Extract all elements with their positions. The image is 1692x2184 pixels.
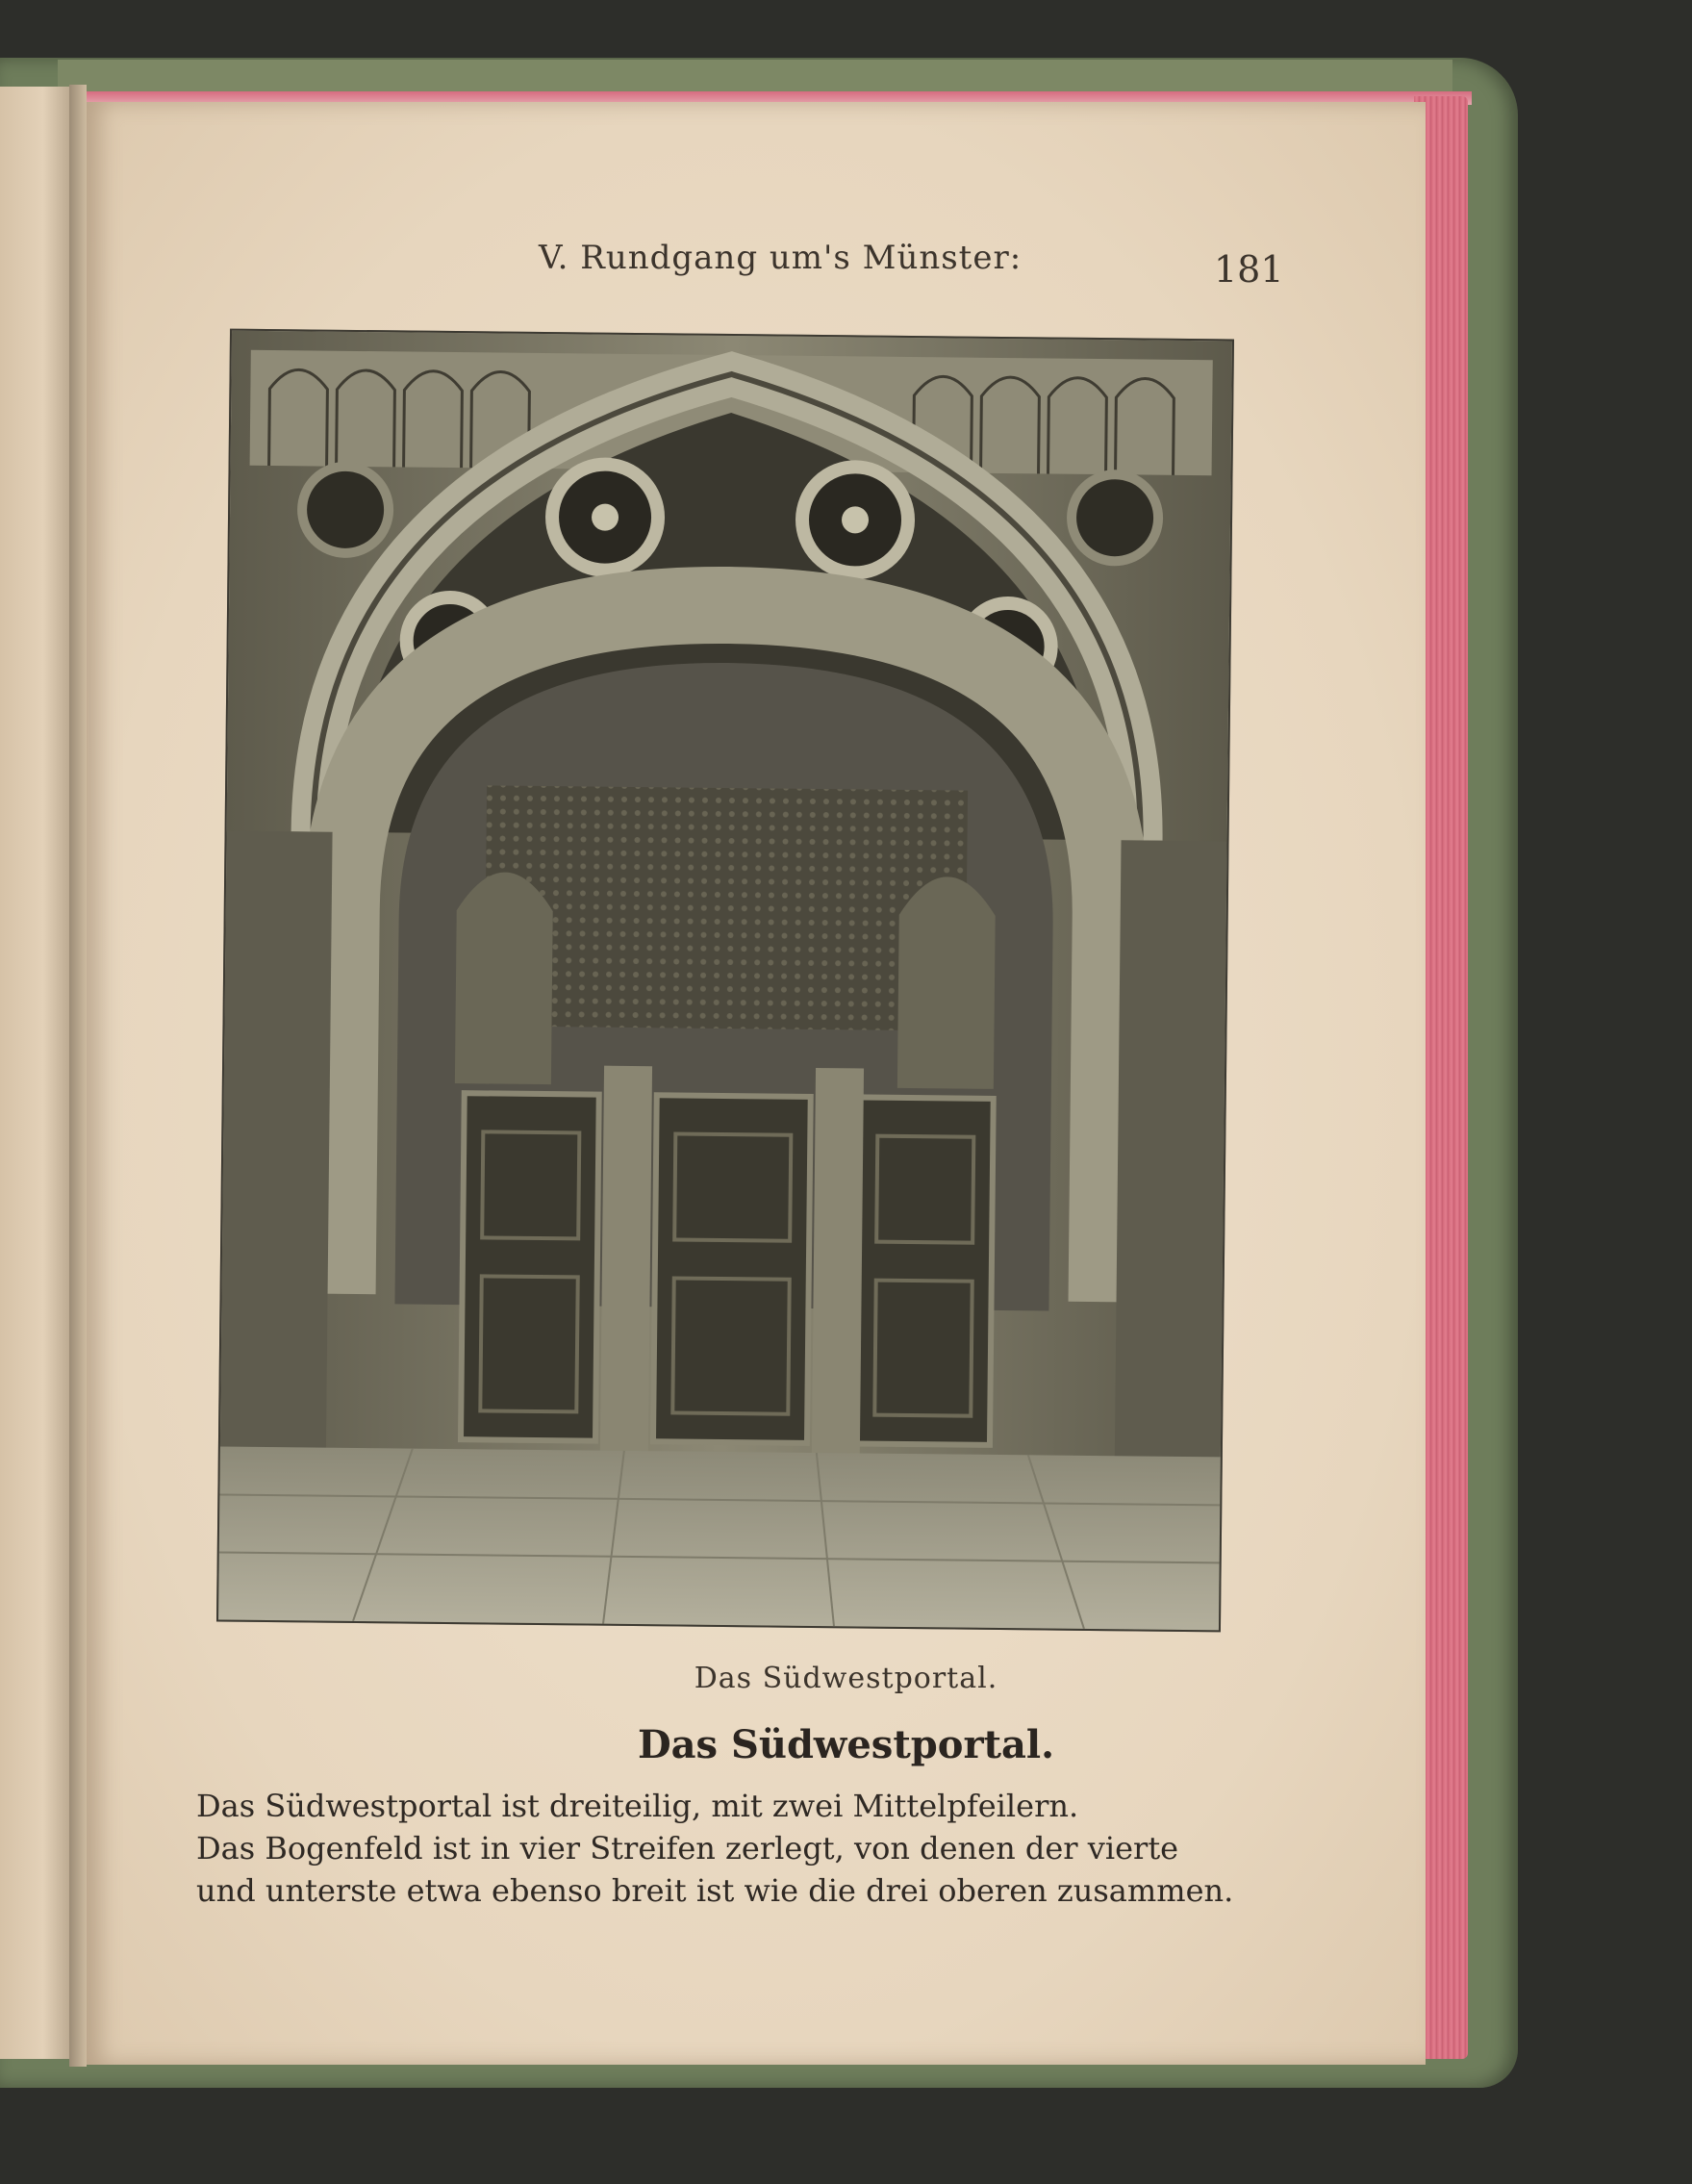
body-paragraph (196, 1785, 1245, 1912)
figure-caption: Das Südwestportal. (694, 1662, 998, 1695)
body-line-3: und unterste etwa ebenso breit ist wie die drei oberen zusammen. (196, 1872, 1234, 1909)
body-line-1: Das Südwestportal ist dreiteilig, mit zwei Mittelpfeilern. (196, 1788, 1079, 1824)
portal-photograph (216, 329, 1234, 1633)
page-number: 181 (1214, 248, 1284, 291)
body-line-2: Das Bogenfeld ist in vier Streifen zerlegt, von denen der vierte (196, 1830, 1179, 1867)
running-head: V. Rundgang um's Münster: (539, 239, 1023, 277)
section-heading: Das Südwestportal. (637, 1722, 1055, 1767)
portal-illustration (218, 331, 1232, 1631)
